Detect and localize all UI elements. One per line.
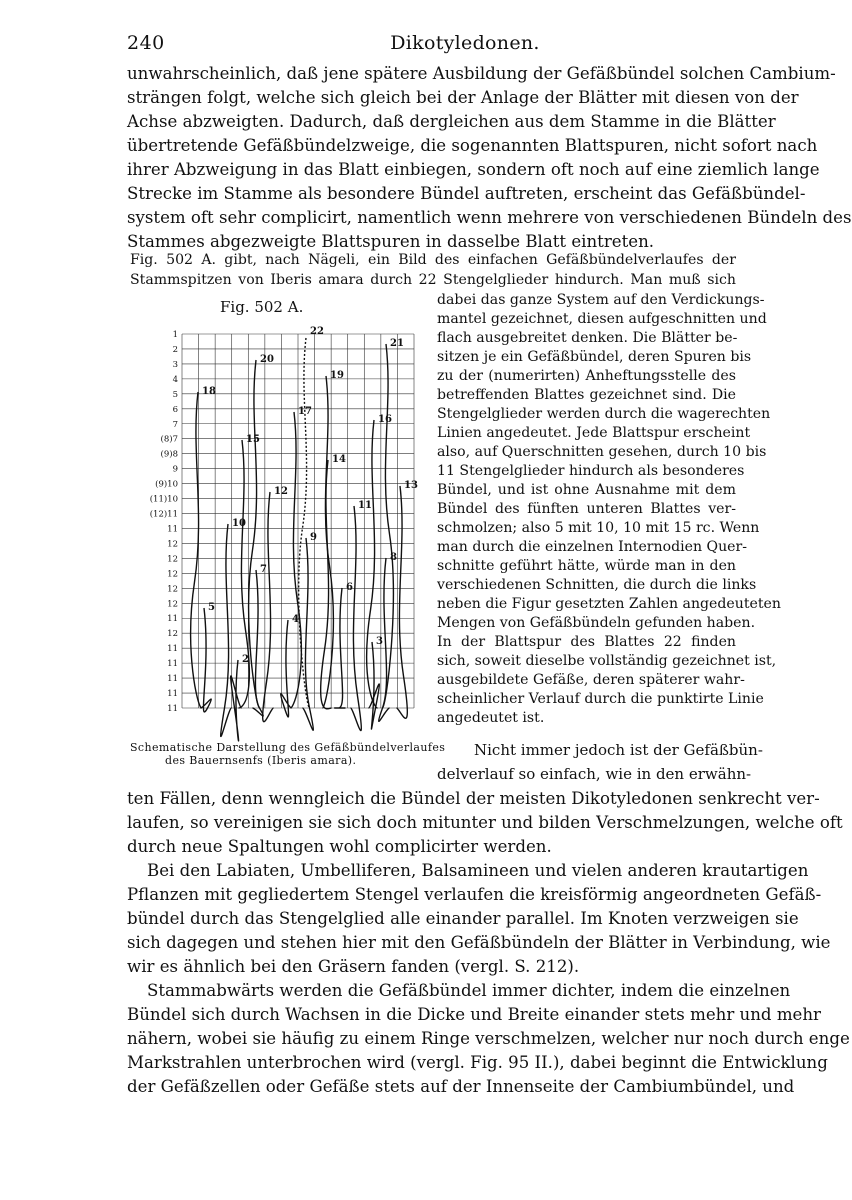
page-number: 240	[127, 32, 165, 54]
row-label: 12	[167, 629, 178, 640]
leaf-trace	[397, 486, 408, 718]
leaf-trace	[299, 338, 310, 708]
row-label: 12	[167, 554, 178, 565]
leaf-number: 7	[260, 564, 267, 575]
text-line: bündel durch das Stengelglied alle einander parallel. Im Knoten verzweigen sie	[127, 909, 799, 928]
text-line: Linien angedeutet. Jede Blattspur erscheint	[437, 425, 751, 441]
leaf-number: 9	[310, 532, 317, 543]
row-label: 3	[172, 359, 178, 370]
text-line: dabei das ganze System auf den Verdickungs-	[437, 292, 765, 308]
text-line: neben die Figur gesetzten Zahlen angedeuteten	[437, 596, 781, 612]
text-line: ihrer Abzweigung in das Blatt einbiegen, sondern oft noch auf eine ziemlich lange	[127, 160, 820, 179]
leaf-number: 8	[390, 552, 397, 563]
row-label: 12	[167, 584, 178, 595]
row-label: 4	[172, 374, 178, 385]
text-line: durch neue Spaltungen wohl complicirter werden.	[127, 837, 552, 856]
leaf-number: 22	[310, 326, 324, 337]
leaf-number: 21	[390, 338, 404, 349]
row-label: 11	[167, 689, 178, 700]
row-label: 7	[172, 419, 178, 430]
leaf-number: 4	[292, 614, 299, 625]
leaf-trace	[369, 642, 380, 729]
text-line: scheinlicher Verlauf durch die punktirte Linie	[437, 691, 764, 707]
leaf-trace	[253, 570, 264, 716]
leaf-number: 6	[346, 582, 353, 593]
leaf-number: 13	[404, 480, 418, 491]
text-line: Markstrahlen unterbrochen wird (vergl. Fig. 95 II.), dabei beginnt die Entwicklung	[127, 1053, 828, 1072]
leaf-number: 2	[242, 654, 249, 665]
text-line: verschiedenen Schnitten, die durch die links	[437, 577, 757, 593]
leaf-trace	[239, 440, 250, 708]
leaf-trace	[263, 492, 274, 722]
row-label: 11	[167, 674, 178, 685]
text-line: mantel gezeichnet, diesen aufgeschnitten und	[437, 311, 767, 327]
row-label: 11	[167, 524, 178, 535]
row-label: 11	[167, 614, 178, 625]
row-label: 12	[167, 599, 178, 610]
leaf-number: 18	[202, 386, 216, 397]
leaf-number: 17	[298, 406, 312, 417]
row-label: 2	[172, 344, 178, 355]
row-label: 11	[167, 704, 178, 714]
text-line: 11 Stengelglieder hindurch als besonderes	[437, 463, 745, 479]
internode-grid	[182, 334, 414, 708]
row-label: (8)7	[160, 434, 178, 445]
text-line: ten Fällen, denn wenngleich die Bündel der meisten Dikotyledonen senkrecht ver-	[127, 789, 820, 808]
row-label: (12)11	[149, 509, 178, 520]
figure-caption-line-2: des Bauernsenfs (Iberis amara).	[165, 754, 357, 767]
row-label: (9)8	[160, 449, 178, 460]
text-line: also, auf Querschnitten gesehen, durch 10 bis	[437, 444, 767, 460]
text-line: Stammes abgezweigte Blattspuren in dasselbe Blatt eintreten.	[127, 232, 655, 251]
leaf-number: 11	[358, 500, 372, 511]
leaf-number: 5	[208, 602, 215, 613]
text-line: strängen folgt, welche sich gleich bei der Anlage der Blätter mit diesen von der	[127, 88, 799, 107]
row-label: (9)10	[155, 479, 178, 490]
text-line: übertretende Gefäßbündelzweige, die sogenannten Blattspuren, nicht sofort nach	[127, 136, 818, 155]
leaf-trace	[303, 538, 314, 730]
leaf-trace	[281, 620, 292, 717]
leaf-number: 20	[260, 354, 274, 365]
leaf-trace	[201, 608, 212, 712]
text-line: Stammabwärts werden die Gefäßbündel immer dichter, indem die einzelnen	[147, 981, 791, 1000]
row-label: 12	[167, 569, 178, 580]
text-line: betreffenden Blattes gezeichnet sind. Die	[437, 387, 736, 403]
text-line: wir es ähnlich bei den Gräsern fanden (vergl. S. 212).	[127, 957, 580, 976]
leaf-traces	[191, 338, 408, 741]
text-line: Strecke im Stamme als besondere Bündel auftreten, erscheint das Gefäßbündel-	[127, 184, 806, 203]
leaf-trace	[221, 524, 232, 736]
leaf-trace	[367, 420, 378, 708]
vascular-bundle-diagram	[146, 320, 428, 720]
text-line: Bündel sich durch Wachsen in die Dicke und Breite einander stets mehr und mehr	[127, 1005, 821, 1024]
text-line: schnitte geführt hätte, würde man in den	[437, 558, 736, 574]
text-line: nähern, wobei sie häufig zu einem Ringe verschmelzen, welcher nur noch durch enge	[127, 1029, 850, 1048]
leaf-trace	[383, 344, 394, 708]
leaf-number: 19	[330, 370, 344, 381]
figure-title: Fig. 502 A.	[220, 298, 304, 316]
leaf-trace	[323, 376, 334, 708]
running-title: Dikotyledonen.	[390, 32, 540, 54]
text-line: der Gefäßzellen oder Gefäße stets auf der Innenseite der Cambiumbündel, und	[127, 1077, 795, 1096]
page-header	[127, 32, 737, 56]
text-line: zu der (numerirten) Anheftungsstelle des	[437, 368, 736, 384]
text-line: Fig. 502 A. gibt, nach Nägeli, ein Bild des einfachen Gefäßbündelverlaufes der	[130, 252, 736, 268]
leaf-trace	[191, 392, 202, 708]
text-line: Achse abzweigten. Dadurch, daß dergleichen aus dem Stamme in die Blätter	[127, 112, 776, 131]
text-line: delverlauf so einfach, wie in den erwähn-	[437, 765, 752, 783]
text-line: unwahrscheinlich, daß jene spätere Ausbildung der Gefäßbündel solchen Cambium-	[127, 64, 836, 83]
row-label: 6	[172, 404, 178, 415]
leaf-number: 15	[246, 434, 260, 445]
text-line: sich, soweit dieselbe vollständig gezeichnet ist,	[437, 653, 777, 669]
leaf-number: 3	[376, 636, 383, 647]
leaf-trace	[231, 660, 242, 741]
text-line: Mengen von Gefäßbündeln gefunden haben.	[437, 615, 756, 631]
leaf-number: 16	[378, 414, 392, 425]
row-label: (11)10	[149, 494, 178, 505]
text-line: laufen, so vereinigen sie sich doch mitunter und bilden Verschmelzungen, welche oft	[127, 813, 843, 832]
leaf-trace	[291, 412, 302, 708]
text-line: Bei den Labiaten, Umbelliferen, Balsamineen und vielen anderen krautartigen	[147, 861, 809, 880]
text-line: Pflanzen mit gegliedertem Stengel verlaufen die kreisförmig angeordneten Gefäß-	[127, 885, 822, 904]
leaf-trace	[249, 360, 260, 708]
text-line: system oft sehr complicirt, namentlich wenn mehrere von verschiedenen Bündeln des	[127, 208, 852, 227]
row-label: 11	[167, 644, 178, 655]
text-line: angedeutet ist.	[437, 710, 545, 726]
text-line: Stengelglieder werden durch die wagerechten	[437, 406, 771, 422]
text-line: man durch die einzelnen Internodien Quer-	[437, 539, 747, 555]
leaf-number: 12	[274, 486, 288, 497]
text-line: ausgebildete Gefäße, deren späterer wahr-	[437, 672, 745, 688]
leaf-number: 10	[232, 518, 246, 529]
text-line: In der Blattspur des Blattes 22 finden	[437, 634, 736, 650]
text-line: sitzen je ein Gefäßbündel, deren Spuren bis	[437, 349, 752, 365]
row-label: 11	[167, 659, 178, 670]
text-line: Nicht immer jedoch ist der Gefäßbün-	[474, 741, 763, 759]
figure-caption-line-1: Schematische Darstellung des Gefäßbündelverlaufes	[130, 741, 446, 754]
text-line: Bündel des fünften unteren Blattes ver-	[437, 501, 736, 517]
text-line: schmolzen; also 5 mit 10, 10 mit 15 rc. Wenn	[437, 520, 760, 536]
row-label: 1	[172, 330, 178, 340]
row-label: 5	[172, 389, 178, 400]
text-line: Stammspitzen von Iberis amara durch 22 Stengelglieder hindurch. Man muß sich	[130, 272, 736, 288]
leaf-number: 14	[332, 454, 346, 465]
text-line: sich dagegen und stehen hier mit den Gefäßbündeln der Blätter in Verbindung, wie	[127, 933, 831, 952]
row-label: 9	[172, 464, 178, 475]
text-line: Bündel, und ist ohne Ausnahme mit dem	[437, 482, 736, 498]
text-line: flach ausgebreitet denken. Die Blätter be-	[437, 330, 738, 346]
row-labels	[150, 330, 178, 714]
row-label: 12	[167, 539, 178, 550]
